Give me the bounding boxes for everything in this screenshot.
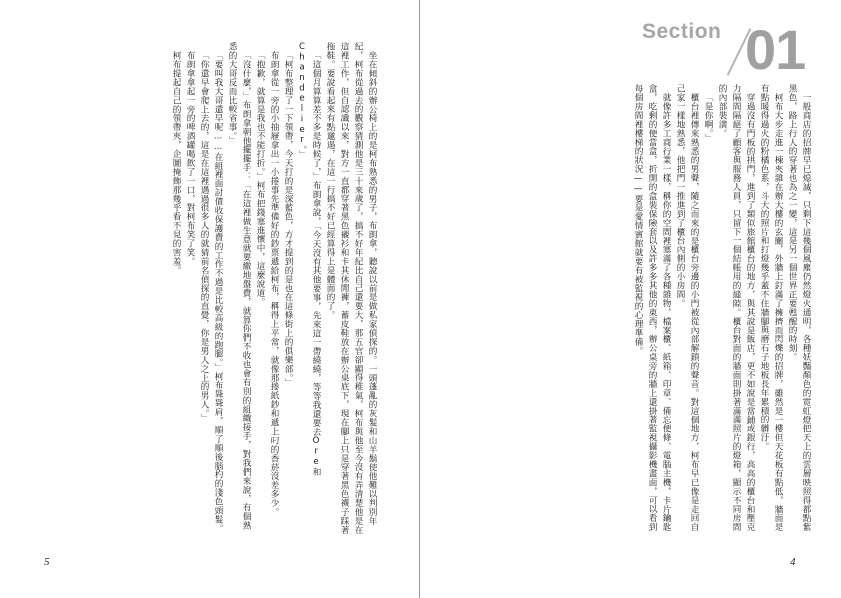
left-paragraph: 「你還早會爬上去的，這是在這裡遇過很多人的就猜前名偵探的直覺，你是男人之上的男人。」 <box>199 50 209 423</box>
left-paragraph: 坐在傾斜的辦公椅上的是柯布熟悉的男子，布朗拿，聽說以前是做私家偵探的。一頭蓬亂的灰髮和山羊鬍使他難以判別年紀，柯布從過去的觀察猜測他是三十來歲了，搞不好年紀比自己還要大，那五官卻顯得稚氣，柯布與他至今沒有弄清楚他是在這裡工作，但自認識以來，對方一直都穿著黑色襯衫和卡其休閒褲，蓄皮鞋放在辦公桌底下，現在腳上只是穿著黑色襪子踩著拖鞋。要說看起來有點邋遢，在這一行搞不好已經算得上是體面的了。 <box>325 42 377 535</box>
left-paragraph: 「沒什麼，」布朗拿朝他擺擺手：「在這裡做生意就要繳地盤費，就算你們不收也會有別的組織接手，對我們來說，有個熟悉的大哥反而比較省事。」 <box>227 42 251 530</box>
left-paragraph: 柯布提起自己的領帶夾，企圖掩飾那幾乎看不見的害羞。 <box>171 50 181 275</box>
right-paragraph: 一般商店的招牌早已熄滅，只剩下這幾個風塵仍然燈火通明，各種妖豔顏色的霓虹燈把天上的雲層映照得都點紫黑色，路上行人的穿著也為之一變，這是另一個世界正要甦醒的時刻。 <box>787 84 811 532</box>
section-number: 01 <box>745 18 806 81</box>
section-label: Section <box>642 20 722 43</box>
right-paragraph: 柯布大步走進一棟夾雜在辦大樓的玄關，外牆上釘滿了擁擠而閃爍的招牌，雖然是一樓但天花板有點低，牆面是有點暖得過火的粉橘色系，斗大的照片和打燈幾乎蓋不住牆腳與磨石子地板長年累積的髒汙。 <box>759 84 783 532</box>
left-paragraph: 「抱歉，就算是我也不能打折。」柯布把錢塞進懷中，這麼說道。 <box>255 50 265 306</box>
left-paragraph: 「要叫我大哥還早呢……在組裡面討債收保護費的工作不過是比較高級的跑腿。」柯布聳聳肩，順了順後腦杓的淺色頭髮。 <box>213 50 223 533</box>
left-paragraph: 「柯布整理了一下領帶，今天打的是深藍色，方才提到的是也在這條街上的俱樂部。」 <box>283 50 293 387</box>
page-number-left: 5 <box>44 556 50 568</box>
left-page <box>0 0 420 598</box>
right-paragraph: 穿過沒有門板的拱門，進到了類似旅館櫃台的地方，與其說是飯店，更不如說是當鋪或銀行，高高的櫃台和壓克力隔間隔絕了顧客與服務人員，只留下一個結帳用的縫隙。櫃台對面的牆面則掛著滿滿照片的燈箱，顯示不同房間的內部裝潢。 <box>717 84 755 532</box>
right-page-body <box>483 84 813 534</box>
page-number-right: 4 <box>790 556 796 568</box>
right-paragraph: 櫃台裡傳來熟悉的男聲，隨之而來的是櫃台旁邊的小門被從內部解鎖的聲音。對這個地方，柯布早已像是走回自己家一樣地熟悉，他把門一推進到了櫃台內側的小房間。 <box>675 84 699 532</box>
right-paragraph: 「是你啊。」 <box>703 92 713 142</box>
right-paragraph: 就像許多工商行業一樣，稱你的空間裡塞滿了各種雜物，檔案櫃、紙箱、印章、備忘便條、電腦主機，卡片鑰匙盒，吃剩的便當盒，折開的盒裝保險套以及許多多其他的東西，辦公桌旁的牆上還掛著監視攝影機畫面，可以看到每個房間裡樓梯的狀況——要是愛情賓館就要有被監視的心理準備。 <box>633 84 671 532</box>
left-paragraph: 布朗拿拿起一旁的啤酒罐喝飲了一口，對柯布笑了笑。 <box>185 50 195 266</box>
left-paragraph: 「這個月算算差不多是時候了，」布朗拿說，「今天沒有其他要事，先來這一帶繞繞，等等我還要去Ore和Chandelier。」 <box>297 42 321 476</box>
left-paragraph: 布朗拿從一旁的小抽屜拿出一小捲事先準備好的鈔票遞給柯布，稱得上平常，就像那捲紙鈔和遞上叼的香菸沒差多少。 <box>269 50 279 516</box>
left-page-body <box>39 42 379 536</box>
right-page <box>420 0 841 598</box>
